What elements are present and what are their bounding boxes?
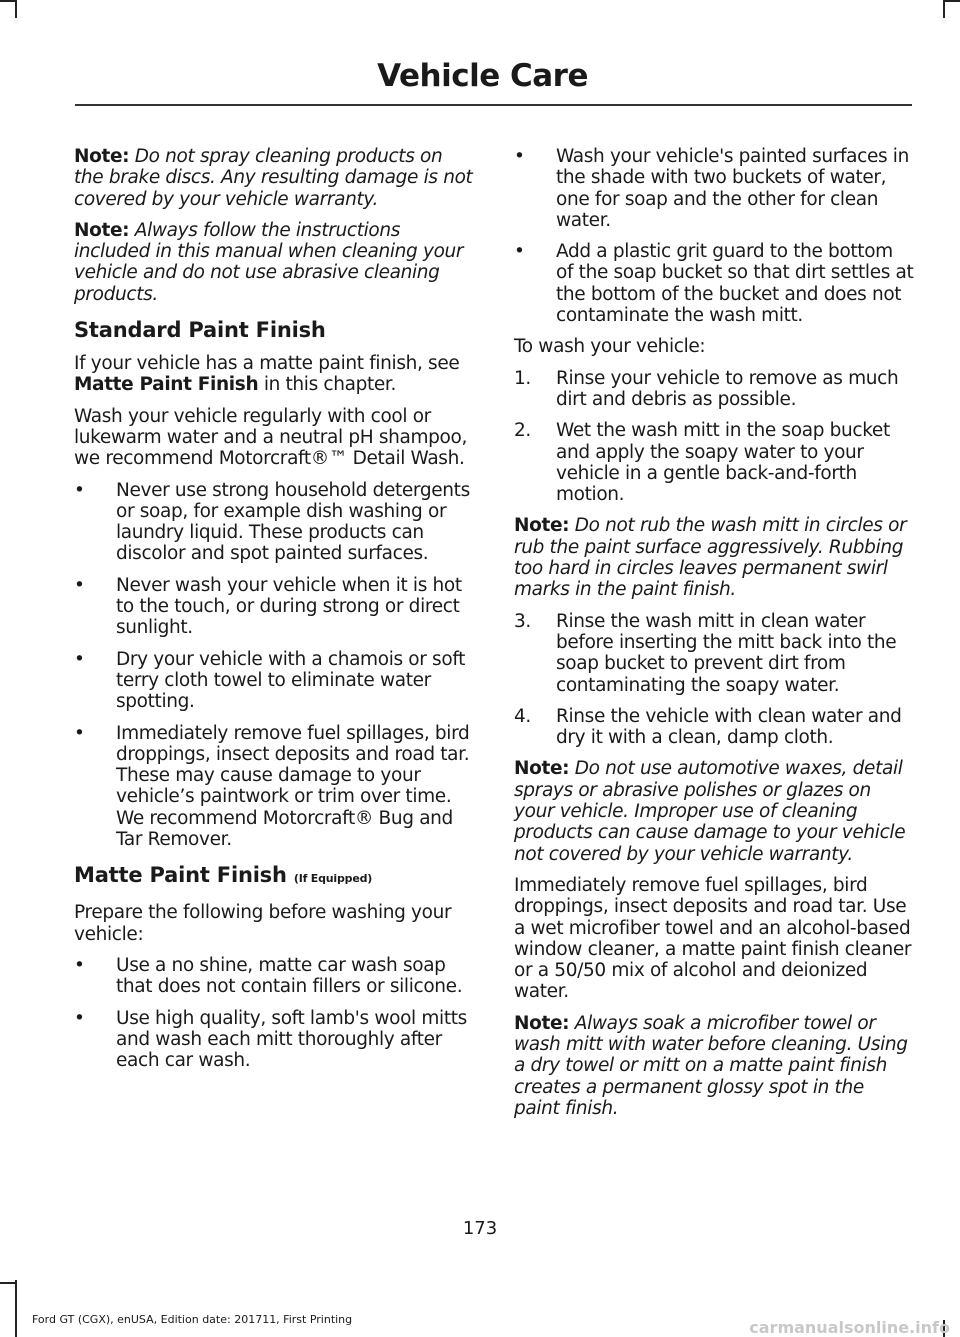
bullet-list-buckets [514, 146, 914, 326]
paragraph-wash-regularly: Wash your vehicle regularly with cool or lukewarm water and a neutral pH shampoo, we recommend Motorcraft®™ Detail Wash. [74, 405, 468, 470]
list-item: 3. Rinse the wash mitt in clean water before inserting the mitt back into the soap bucket to prevent dirt from contaminating the soapy water. [514, 610, 897, 696]
bullet-icon: • [74, 1007, 85, 1029]
bullet-list-matte [74, 955, 474, 1071]
bullet-icon: • [74, 648, 85, 670]
bullet-icon: • [514, 241, 525, 263]
paragraph-to-wash: To wash your vehicle: [514, 336, 706, 358]
note-soak-towel: Note: Always soak a microfiber towel or wash mitt with water before cleaning. Using a dry towel or mitt on a matte paint finish creates a permanent glossy spot in the paint finish. [514, 1012, 908, 1119]
note-wash-mitt-circles: Note: Do not rub the wash mitt in circles or rub the paint surface aggressively. Rubbing too hard in circles leaves permanent swirl marks in the paint finish. [514, 515, 907, 601]
edition-footer: Ford GT (CGX), enUSA, Edition date: 201711, First Printing [32, 1313, 353, 1326]
list-item: • Wash your vehicle's painted surfaces in the shade with two buckets of water, one for soap and the other for clean water. [514, 146, 909, 231]
note-no-waxes: Note: Do not use automotive waxes, detail sprays or abrasive polishes or glazes on your vehicle. Improper use of cleaning products can cause damage to your vehicle not covered by your vehicle warranty. [514, 758, 906, 865]
page-number: 173 [462, 1218, 498, 1239]
list-item: • Dry your vehicle with a chamois or soft terry cloth towel to eliminate water spotting. [74, 648, 466, 713]
bullet-list-standard [74, 480, 474, 851]
note-follow-instructions: Note: Always follow the instructions included in this manual when cleaning your vehicle and do not use abrasive cleaning products. [74, 219, 464, 305]
crop-mark [943, 0, 945, 18]
crop-mark [0, 1282, 15, 1284]
bullet-icon: • [74, 722, 85, 744]
step-number: 4. [514, 705, 531, 727]
crop-mark [945, 0, 960, 2]
page-header-title: Vehicle Care [377, 58, 588, 94]
heading-standard-paint-finish: Standard Paint Finish [74, 318, 326, 343]
step-number: 3. [514, 610, 531, 632]
list-item: 2. Wet the wash mitt in the soap bucket and apply the soapy water to your vehicle in a gentle back-and-forth motion. [514, 420, 890, 506]
list-item: 4. Rinse the vehicle with clean water and dry it with a clean, damp cloth. [514, 705, 902, 749]
bullet-icon: • [74, 574, 85, 596]
bullet-icon: • [514, 146, 525, 167]
bullet-icon: • [74, 479, 85, 501]
watermark: carmanualsonline.info [749, 1318, 950, 1337]
paragraph-prepare: Prepare the following before washing your vehicle: [74, 902, 452, 945]
right-column [514, 146, 914, 1129]
left-column [74, 146, 474, 1081]
list-item: • Use a no shine, matte car wash soap that does not contain fillers or silicone. [74, 954, 463, 998]
list-item: • Never wash your vehicle when it is hot to the touch, or during strong or direct sunlight. [74, 574, 462, 639]
paragraph-remove-spillages: Immediately remove fuel spillages, bird droppings, insect deposits and road tar. Use a wet microfiber towel and an alcohol-based window cleaner, a matte paint finish cleaner or a 50/50 mix of alcohol and deionized water. [514, 874, 912, 1003]
crop-mark [15, 1280, 17, 1337]
heading-matte-paint-finish: Matte Paint Finish (If Equipped) [74, 863, 373, 888]
list-item: • Never use strong household detergents or soap, for example dish washing or laundry liquid. These products can discolor and spot painted surfaces. [74, 479, 470, 565]
list-item: 1. Rinse your vehicle to remove as much dirt and debris as possible. [514, 367, 899, 410]
numbered-list-steps-3-4 [514, 611, 914, 749]
step-number: 2. [514, 420, 531, 442]
crop-mark [15, 0, 17, 18]
step-number: 1. [514, 367, 531, 389]
paragraph-matte-reference: If your vehicle has a matte paint finish, see Matte Paint Finish in this chapter. [74, 353, 460, 396]
list-item: • Add a plastic grit guard to the bottom of the soap bucket so that dirt settles at the bottom of the bucket and does not contaminate the wash mitt. [514, 241, 914, 327]
crop-mark [0, 0, 15, 2]
link-matte-paint-finish[interactable]: Matte Paint Finish [74, 374, 259, 396]
numbered-list-steps-1-2 [514, 368, 914, 506]
bullet-icon: • [74, 954, 85, 976]
header-rule [75, 104, 912, 106]
list-item: • Immediately remove fuel spillages, bird droppings, insect deposits and road tar. These may cause damage to your vehicle’s paintwork or trim over time. We recommend Motorcraft® Bug and Tar Remover. [74, 722, 470, 851]
list-item: • Use high quality, soft lamb's wool mitts and wash each mitt thoroughly after each car wash. [74, 1007, 467, 1072]
note-brake-discs: Note: Do not spray cleaning products on the brake discs. Any resulting damage is not covered by your vehicle warranty. [74, 146, 473, 210]
